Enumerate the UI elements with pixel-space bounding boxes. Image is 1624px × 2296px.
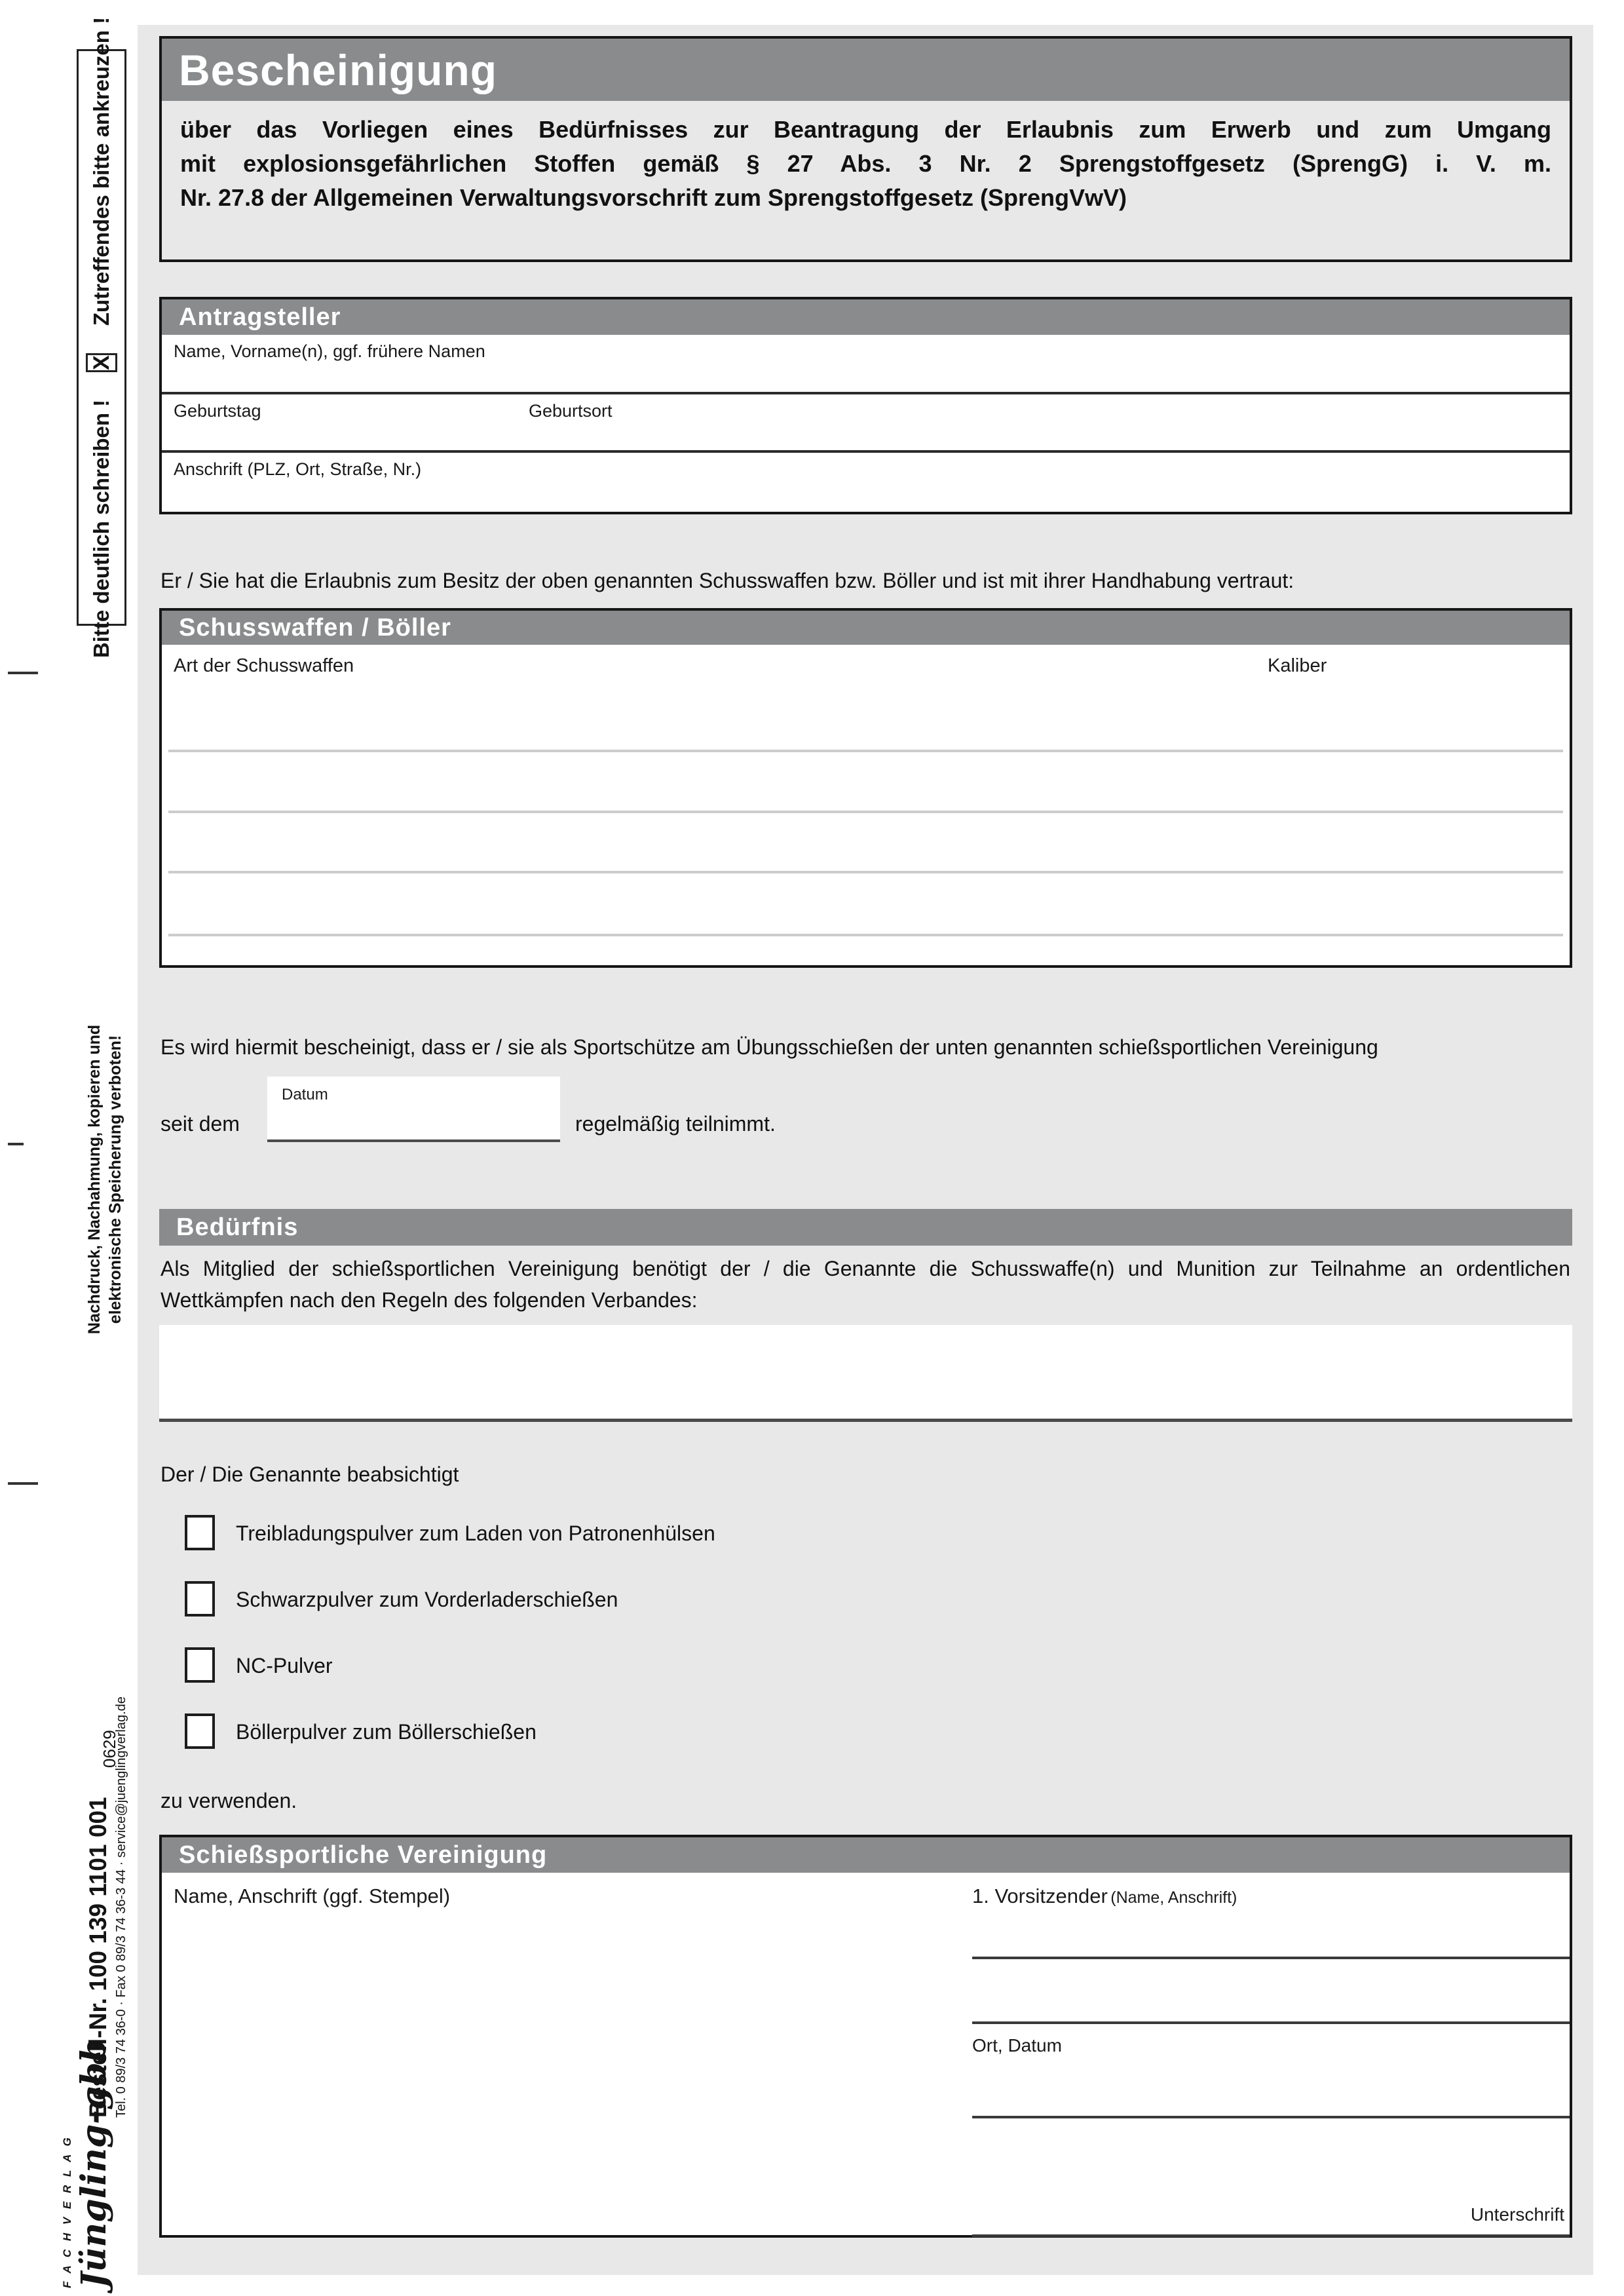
association-header-bar: [162, 1837, 1570, 1873]
checkbox-nc-pulver[interactable]: [185, 1647, 215, 1683]
caliber-label: Kaliber: [1268, 655, 1327, 676]
subtitle-line: Nr. 27.8 der Allgemeinen Verwaltungsvorschrift zum Sprengstoffgesetz (SprengVwV): [180, 184, 1127, 211]
since-suffix: regelmäßig teilnimmt.: [575, 1112, 776, 1136]
date-input-box[interactable]: [267, 1077, 560, 1142]
copyright-notice: [81, 976, 128, 1383]
since-prefix: seit dem: [161, 1112, 240, 1136]
firearm-row-line[interactable]: [168, 934, 1563, 936]
chairman-line-2[interactable]: [972, 2021, 1570, 2024]
form-code: 0629: [100, 1730, 119, 1768]
firearms-header-bar: [162, 611, 1570, 645]
name-label: Name, Vorname(n), ggf. frühere Namen: [174, 341, 485, 361]
title-header-bar: [162, 39, 1570, 101]
copyright-line1: Nachdruck, Nachahmung, kopieren und: [85, 1024, 104, 1335]
possession-note: Er / Sie hat die Erlaubnis zum Besitz der oben genannten Schusswaffen bzw. Böller und ist mit ihrer Handhabung vertraut:: [161, 569, 1294, 592]
page-title: Bescheinigung: [179, 45, 498, 94]
need-heading: Bedürfnis: [176, 1213, 299, 1241]
title-box: [159, 36, 1572, 262]
sidebar-instruction-box: [77, 16, 126, 659]
publisher-logo: [60, 2038, 140, 2288]
place-date-label: Ort, Datum: [972, 2035, 1062, 2056]
firearm-row-line[interactable]: [168, 811, 1563, 813]
publisher-contact: Tel. 0 89/3 74 36-0 · Fax 0 89/3 74 36-3 44 · service@juenglingverlag.de: [114, 1696, 128, 2118]
birth-place-label: Geburtsort: [529, 401, 613, 421]
association-heading: Schießsportliche Vereinigung: [179, 1841, 548, 1869]
date-label: Datum: [282, 1086, 328, 1103]
checkbox-label: Schwarzpulver zum Vorderladerschießen: [236, 1588, 618, 1611]
checkbox-label: NC-Pulver: [236, 1654, 333, 1677]
association-section: [159, 1835, 1572, 2238]
fold-mark-2: [8, 1143, 24, 1145]
checkbox-label: Treibladungspulver zum Laden von Patronenhülsen: [236, 1521, 715, 1545]
chairman-sublabel: (Name, Anschrift): [1110, 1888, 1237, 1907]
need-text-line2: Wettkämpfen nach den Regeln des folgenden Verbandes:: [161, 1288, 698, 1312]
chairman-line-1[interactable]: [972, 1957, 1570, 1959]
certification-text: Es wird hiermit bescheinigt, dass er / sie als Sportschütze am Übungsschießen der unten genannten schießsportlichen Vereinigung: [161, 1035, 1378, 1059]
association-name-input[interactable]: [159, 1325, 1572, 1422]
association-name-label: Name, Anschrift (ggf. Stempel): [174, 1885, 451, 1907]
chairman-label: 1. Vorsitzender: [972, 1885, 1108, 1907]
chairman-label-group: [972, 1885, 1237, 1908]
need-closing: zu verwenden.: [161, 1789, 297, 1812]
signature-label: Unterschrift: [1470, 2204, 1564, 2225]
title-subtitle: [162, 101, 1570, 215]
need-text: [161, 1253, 1570, 1316]
association-body: [162, 1873, 1570, 2235]
publisher-name: Jüngling-gbb: [74, 2038, 114, 2288]
fold-mark-3: [8, 1482, 38, 1485]
address-label: Anschrift (PLZ, Ort, Straße, Nr.): [174, 459, 422, 479]
checkbox-treibladungspulver[interactable]: [185, 1515, 215, 1550]
fold-mark-1: [8, 672, 38, 674]
copyright-line2: elektronische Speicherung verboten!: [106, 1035, 124, 1324]
publisher-type: F A C H V E R L A G: [61, 2135, 73, 2288]
firearm-type-label: Art der Schusswaffen: [174, 655, 354, 676]
checkbox-x-icon: X: [86, 353, 117, 372]
place-date-line[interactable]: [972, 2116, 1570, 2118]
applicant-heading: Antragsteller: [179, 303, 341, 331]
subtitle-line: mit explosionsgefährlichen Stoffen gemäß § 27 Abs. 3 Nr. 2 Sprengstoffgesetz (SprengG) i. V. m.: [180, 150, 1551, 177]
need-header-bar: [159, 1209, 1572, 1246]
checkbox-boellerpulver[interactable]: [185, 1713, 215, 1749]
write-clearly-label: Bitte deutlich schreiben !: [89, 399, 113, 659]
intent-label: Der / Die Genannte beabsichtigt: [161, 1463, 459, 1486]
need-text-line1: Als Mitglied der schießsportlichen Vereinigung benötigt der / die Genannte die Schusswaffe(n) und Munition zur Teilnahme an ordentlichen: [161, 1257, 1570, 1280]
applicant-header-bar: [162, 299, 1570, 335]
firearms-heading: Schusswaffen / Böller: [179, 613, 451, 641]
applicant-name-field[interactable]: [162, 335, 1570, 394]
firearm-row-line[interactable]: [168, 750, 1563, 752]
firearms-table[interactable]: [162, 645, 1570, 965]
signature-line[interactable]: [972, 2234, 1570, 2237]
checkbox-label: Böllerpulver zum Böllerschießen: [236, 1720, 537, 1744]
checkbox-schwarzpulver[interactable]: [185, 1581, 215, 1617]
applicant-section: [159, 297, 1572, 514]
order-number: Bestell-Nr. 100 139 1101 001: [85, 1797, 111, 2118]
subtitle-line: über das Vorliegen eines Bedürfnisses zur Beantragung der Erlaubnis zum Erwerb und zum Umgang: [180, 116, 1551, 143]
tick-applicable-label: Zutreffendes bitte ankreuzen !: [89, 16, 113, 326]
birth-date-label: Geburtstag: [174, 401, 261, 421]
applicant-birth-row[interactable]: [162, 394, 1570, 453]
firearms-section: [159, 608, 1572, 968]
applicant-address-field[interactable]: [162, 453, 1570, 505]
firearm-row-line[interactable]: [168, 871, 1563, 873]
